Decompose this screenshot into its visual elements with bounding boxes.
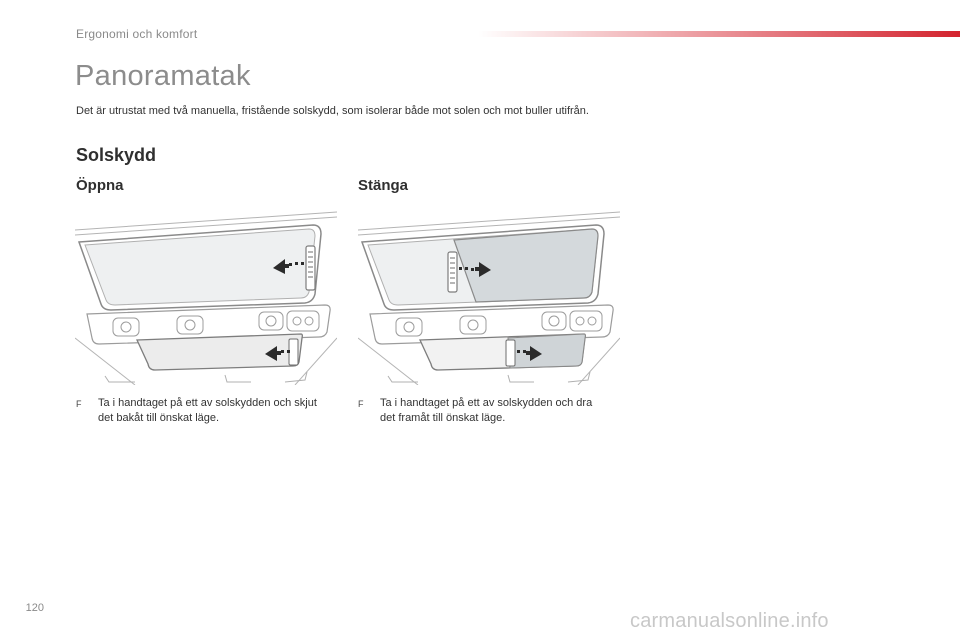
close-illustration [358,210,620,385]
page-number: 120 [25,602,44,614]
bullet-marker-icon: F [358,399,364,409]
page-title: Panoramatak [75,60,251,92]
close-heading: Stänga [358,177,409,194]
section-heading: Solskydd [76,145,157,165]
open-heading: Öppna [76,177,124,194]
open-illustration [75,210,337,385]
close-instruction-text: Ta i handtaget på ett av solskydden och dra det framåt till önskat läge. [380,397,593,424]
header-section-label: Ergonomi och komfort [76,27,198,41]
header-accent-rule [478,31,960,37]
watermark: carmanualsonline.info [630,610,829,632]
bullet-marker-icon: F [76,399,82,409]
open-instruction-text: Ta i handtaget på ett av solskydden och skjut det bakåt till önskat läge. [98,397,317,424]
intro-paragraph: Det är utrustat med två manuella, fristående solskydd, som isolerar både mot solen och mot buller utifrån. [76,105,589,117]
